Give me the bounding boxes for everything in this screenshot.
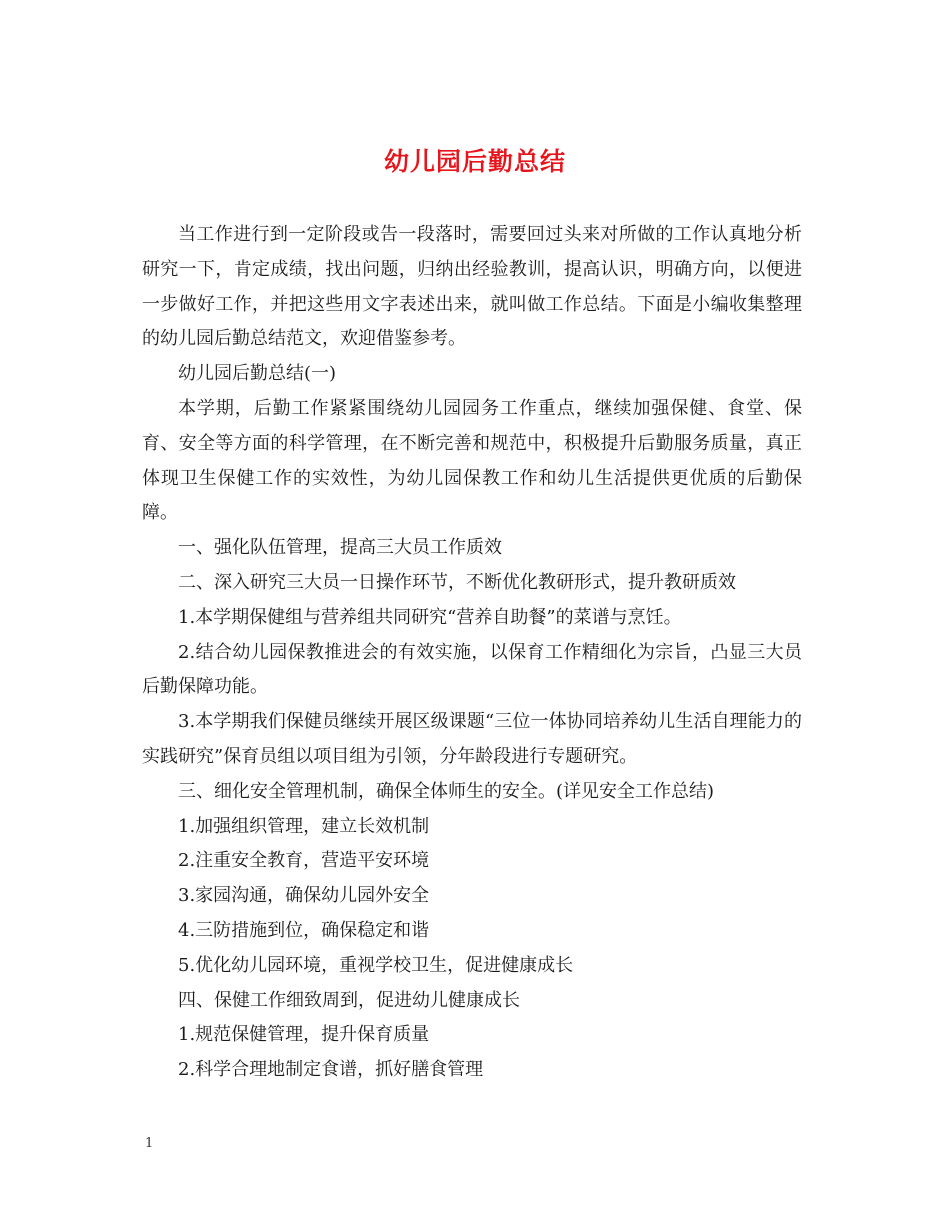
section-heading-2: 二、深入研究三大员一日操作环节，不断优化教研形式，提升教研质效 [178,571,736,593]
section-heading-3: 三、细化安全管理机制，确保全体师生的安全。(详见安全工作总结) [178,780,715,802]
paragraph-intro: 当工作进行到一定阶段或告一段落时，需要回过头来对所做的工作认真地分析研究一下，肯定成绩，找出问题，归纳出经验教训，提高认识，明确方向，以便进一步做好工作，并把这些用文字表述出来，就叫做工作总结。下面是小编收集整理的幼儿园后勤总结范文，欢迎借鉴参考。 [142,224,802,350]
paragraph-overview: 本学期，后勤工作紧紧围绕幼儿园园务工作重点，继续加强保健、食堂、保育、安全等方面的科学管理，在不断完善和规范中，积极提升后勤服务质量，真正体现卫生保健工作的实效性，为幼儿园保教工作和幼儿生活提供更优质的后勤保障。 [142,397,802,524]
section-heading-1: 一、强化队伍管理，提高三大员工作质效 [178,537,502,559]
page-number: 1 [145,1136,154,1151]
list-item: 2.科学合理地制定食谱，抓好膳食管理 [178,1059,484,1081]
list-item: 1.本学期保健组与营养组共同研究“营养自助餐”的菜谱与烹饪。 [178,606,682,628]
list-item: 5.优化幼儿园环境，重视学校卫生，促进健康成长 [178,954,574,976]
list-item: 2.注重安全教育，营造平安环境 [178,850,430,872]
list-item: 3.本学期我们保健员继续开展区级课题“三位一体协同培养幼儿生活自理能力的实践研究”保育员组以项目组为引领，分年龄段进行专题研究。 [142,711,802,767]
list-item: 2.结合幼儿园保教推进会的有效实施，以保育工作精细化为宗旨，凸显三大员后勤保障功能。 [142,641,802,698]
document-title: 幼儿园后勤总结 [383,147,566,176]
section-heading-4: 四、保健工作细致周到，促进幼儿健康成长 [178,989,520,1011]
list-item: 1.加强组织管理，建立长效机制 [178,815,430,837]
paragraph-subtitle-1: 幼儿园后勤总结(一) [178,363,337,385]
list-item: 1.规范保健管理，提升保育质量 [178,1024,430,1046]
list-item: 3.家园沟通，确保幼儿园外安全 [178,885,430,907]
list-item: 4.三防措施到位，确保稳定和谐 [178,919,430,941]
document-body [142,218,802,1088]
